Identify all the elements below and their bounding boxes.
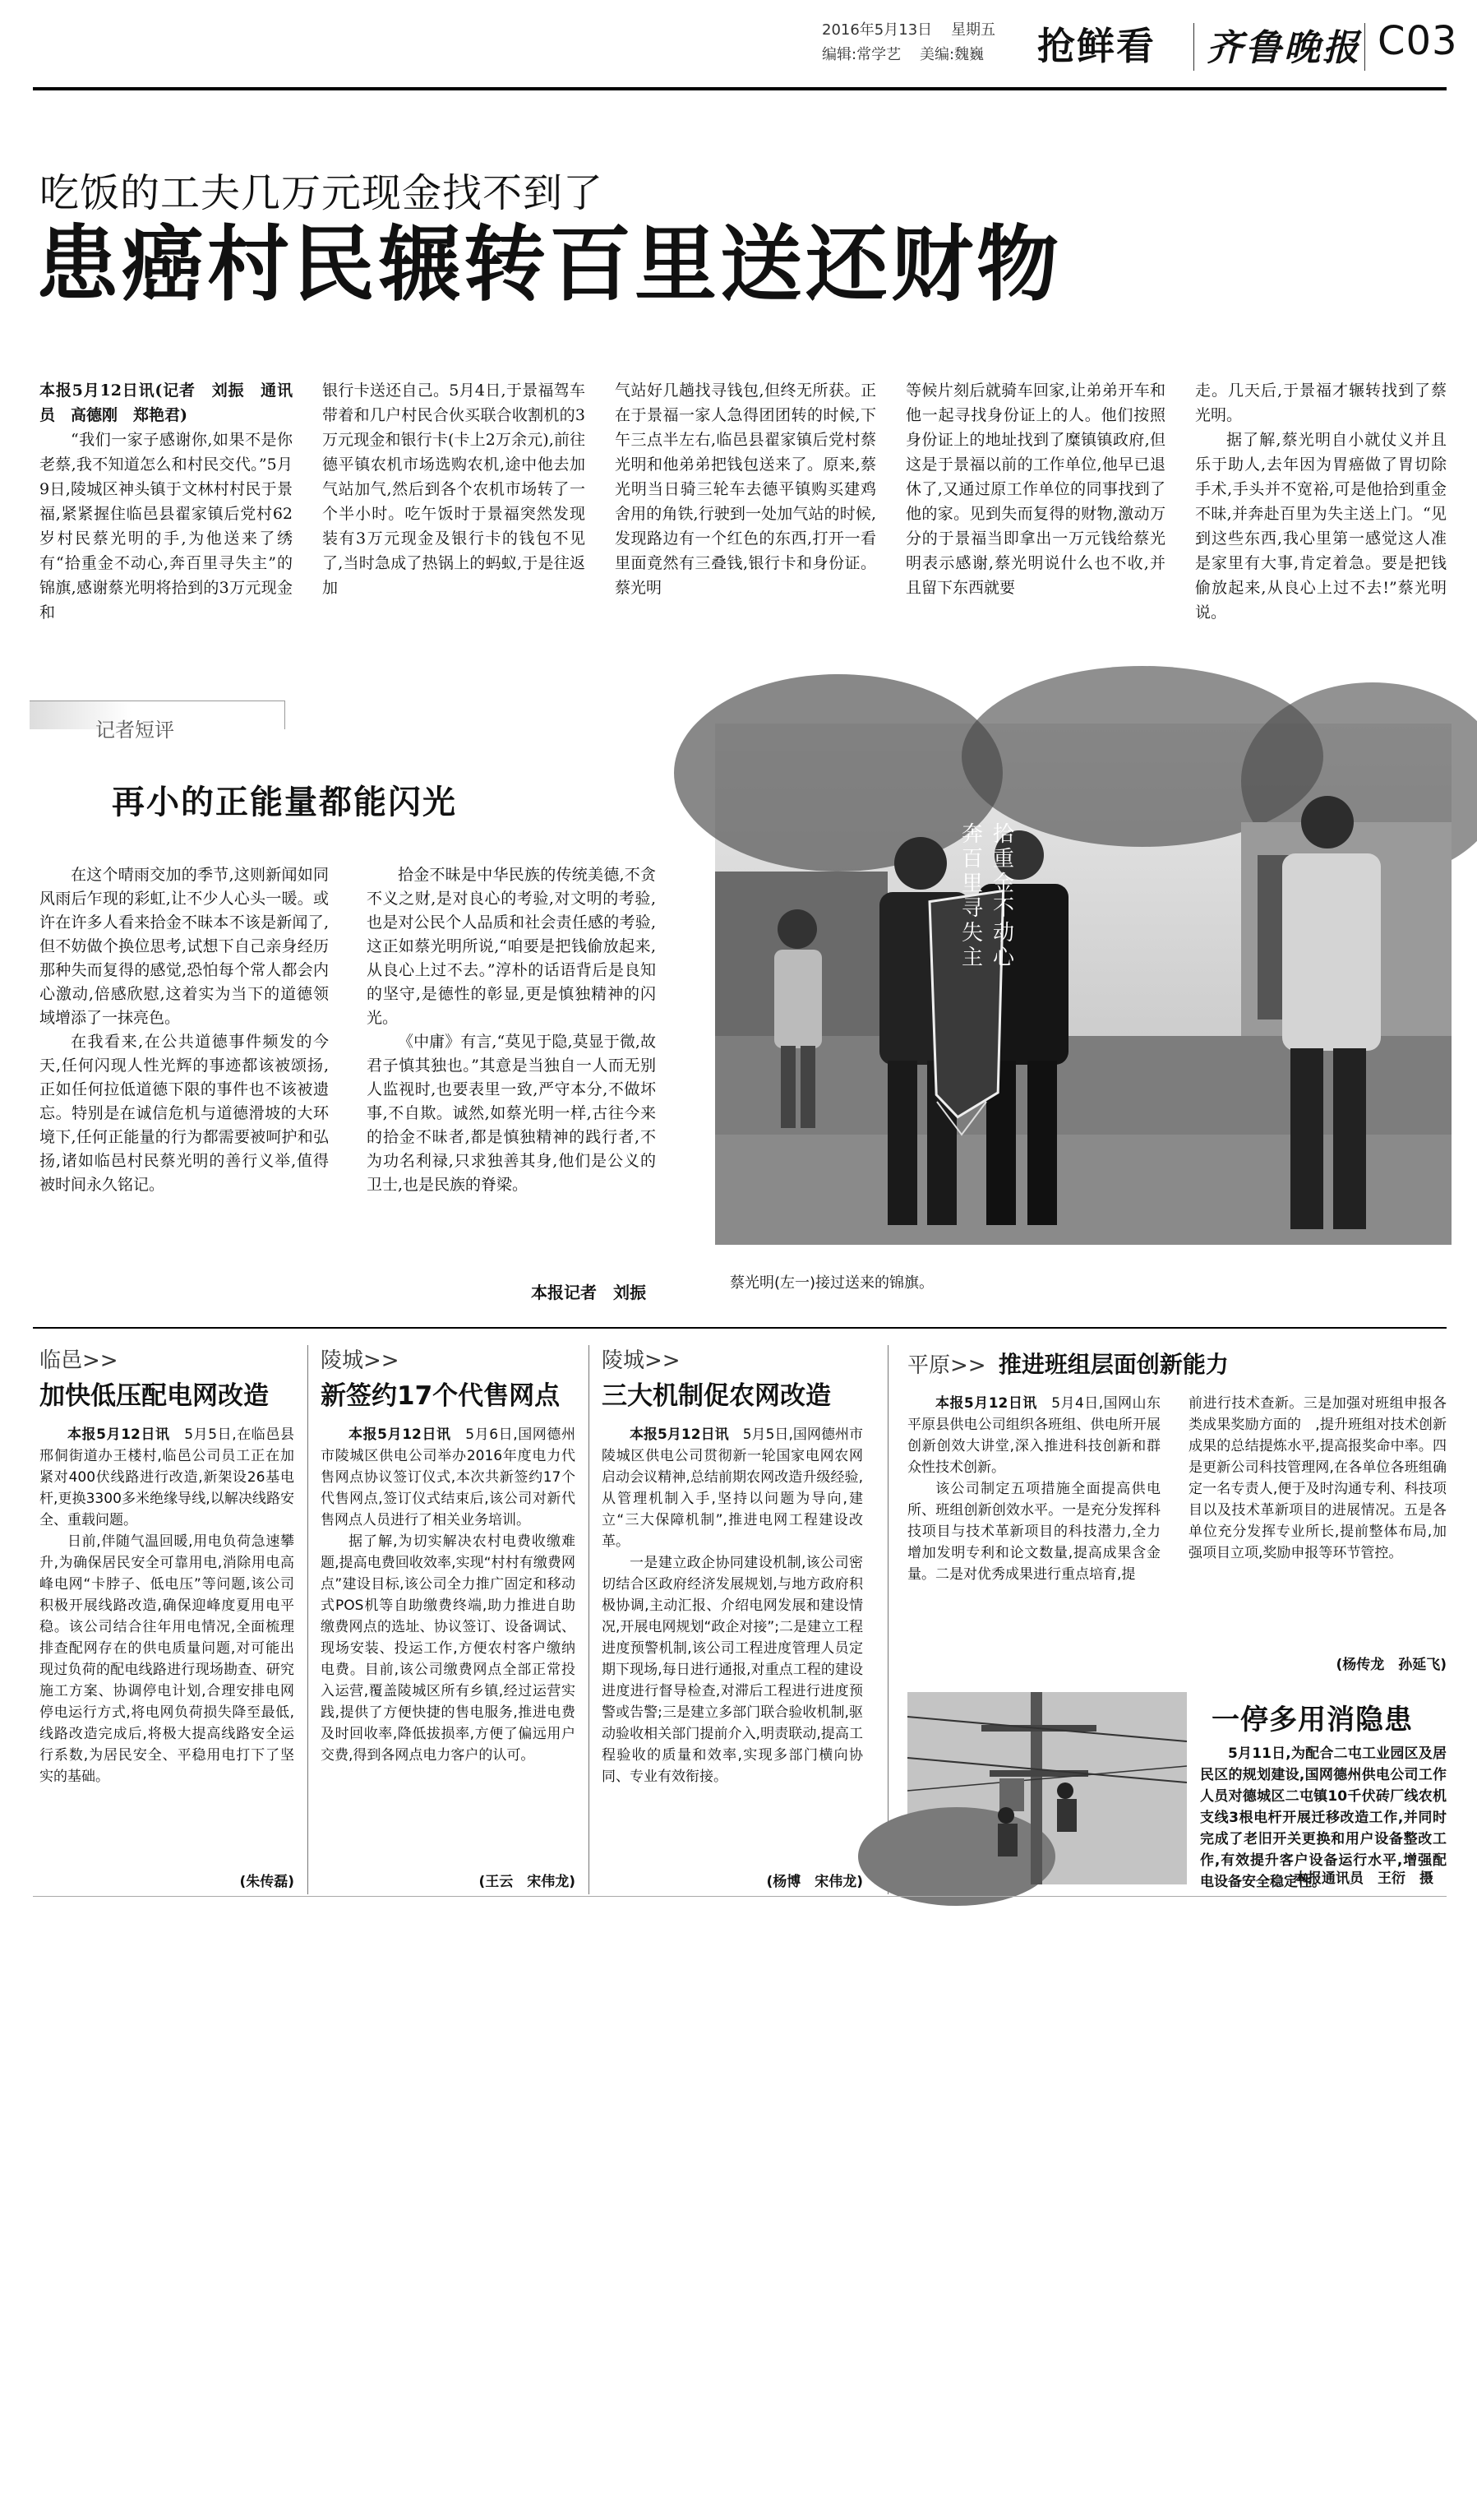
- brief-2-text: 5月6日,国网德州市陵城区供电公司举办2016年度电力代售网点协议签订仪式,本次共新签约17个代售网点,签订仪式结束后,该公司对新代售网点人员进行了相关业务培训。: [321, 1426, 575, 1528]
- brief-3-text: 5月5日,国网德州市陵城区供电公司贯彻新一轮国家电网农网启动会议精神,总结前期农网改造升级经验,从管理机制入手,坚持以问题为导向,建立“三大保障机制”,推进电网工程建设改革。: [602, 1426, 863, 1550]
- brief-2-author: (王云 宋伟龙): [478, 1874, 575, 1890]
- commentary-col-2-p1: 拾金不昧是中华民族的传统美德,不贪不义之财,是对良心的考验,对文明的考验,也是对公民个人品质和社会责任感的考验,这正如蔡光明所说,“咱要是把钱偷放起来,从良心上过不去。”淳朴的话语背后是良知的坚守,是德性的彰显,更是慎独精神的闪光。: [367, 866, 656, 1027]
- page-number: C03: [1378, 18, 1458, 64]
- brief-4-headline: 推进班组层面创新能力: [998, 1351, 1229, 1378]
- banner-line-2: 奔百里寻失主: [962, 822, 984, 970]
- brief-4-text-2: 该公司制定五项措施全面提高供电所、班组创新创效水平。一是充分发挥科技项目与技术革新项目的科技潜力,全力增加发明专利和论文数量,提高成果含金量。二是对优秀成果进行重点培育,提: [907, 1481, 1161, 1583]
- brief-2-headline: 新签约17个代售网点: [321, 1381, 561, 1411]
- brief-3-text-2: 一是建立政企协同建设机制,该公司密切结合区政府经济发展规划,与地方政府积极协调,主动汇报、介绍电网发展和建设情况,开展电网规划“政企对接”;二是建立工程进度预警机制,该公司工程进度管理人员定期下现场,每日进行通报,对重点工程的建设进度进行督导检查,对滞后工程进行进度预警或告警;三是建立多部门联合验收机制,驱动验收相关部门提前介入,明责联动,提高工程验收的质量和效率,实现多部门横向协同、专业有效衔接。: [602, 1555, 863, 1785]
- main-col-2: [322, 378, 585, 650]
- brief-4-col-2: [1189, 1393, 1447, 1649]
- designer: 美编:魏巍: [919, 46, 985, 63]
- brief-3-lead: 本报5月12日讯: [630, 1426, 729, 1443]
- main-col-4-text: 等候片刻后就骑车回家,让弟弟开车和他一起寻找身份证上的人。他们按照身份证上的地址找到了糜镇镇政府,但这是于景福以前的工作单位,他早已退休了,又通过原工作单位的同事找到了他的家。见到失而复得的财物,激动万分的于景福当即拿出一万元钱给蔡光明表示感谢,蔡光明说什么也不收,并且留下东西就要: [906, 381, 1165, 597]
- main-headline: 患癌村民辗转百里送还财物: [36, 216, 1062, 312]
- paper-logo: 齐鲁晚报: [1207, 27, 1361, 69]
- photo-brief-credit: 本报通讯员 王衍 摄: [1294, 1870, 1433, 1887]
- brief-4-lead: 本报5月12日讯: [935, 1395, 1037, 1412]
- section-title: 抢鲜看: [1037, 24, 1156, 68]
- banner-line-1: 拾重金不动心: [993, 822, 1015, 970]
- main-col-3: [615, 378, 876, 650]
- brief-1-body: [39, 1424, 294, 1858]
- section-rule: [33, 1327, 1447, 1329]
- main-col-4: [906, 378, 1165, 650]
- brief-divider-2: [588, 1345, 589, 1894]
- main-col-5a-text: 走。几天后,于景福才辗转找到了蔡光明。: [1195, 381, 1447, 424]
- brief-3-headline: 三大机制促农网改造: [602, 1381, 831, 1411]
- commentary-col-1-p1: 在这个晴雨交加的季节,这则新闻如同风雨后乍现的彩虹,让不少人心头一暖。或许在许多人看来拾金不昧本不该是新闻了,但不妨做个换位思考,试想下自己亲身经历那种失而复得的感觉,恐怕每个常人都会内心激动,倍感欣慰,这着实为当下的道德领域增添了一抹亮色。: [39, 866, 329, 1027]
- brief-divider-1: [307, 1345, 308, 1894]
- brief-4-text: 5月4日,国网山东平原县供电公司组织各班组、供电所开展创新创效大讲堂,深入推进科技创新和群众性技术创新。: [907, 1395, 1161, 1476]
- brief-3-location: 陵城>>: [602, 1348, 681, 1373]
- masthead-rule: [33, 87, 1447, 90]
- brief-2-lead: 本报5月12日讯: [348, 1426, 451, 1443]
- photo-brief-headline: 一停多用消隐患: [1212, 1704, 1413, 1736]
- main-col-3-text: 气站好几趟找寻钱包,但终无所获。正在于景福一家人急得团团转的时候,下午三点半左右,临邑县翟家镇后党村蔡光明和他弟弟把钱包送来了。原来,蔡光明当日骑三轮车去德平镇购买建鸡舍用的角铁,行驶到一处加气站的时候,发现路边有一个红色的东西,打开一看里面竟然有三叠钱,银行卡和身份证。蔡光明: [615, 381, 876, 597]
- commentary-col-1: [39, 863, 329, 1324]
- brief-1-headline: 加快低压配电网改造: [39, 1381, 269, 1411]
- brief-divider-3: [888, 1345, 889, 1894]
- commentary-col-2-p2: 《中庸》有言,“莫见于隐,莫显于微,故君子慎其独也。”其意是当独自一人而无别人监视时,也要表里一致,严守本分,不做坏事,不自欺。诚然,如蔡光明一样,古往今来的拾金不昧者,都是慎独精神的践行者,不为功名利禄,只求独善其身,他们是公义的卫士,也是民族的脊梁。: [367, 1033, 656, 1194]
- commentary-tag: 记者短评: [95, 719, 174, 742]
- brief-1-author: (朱传磊): [239, 1874, 294, 1890]
- brief-1-text-2: 日前,伴随气温回暖,用电负荷急速攀升,为确保居民安全可靠用电,消除用电高峰电网“卡脖子、低电压”等问题,该公司积极开展线路改造,确保迎峰度夏用电平稳。该公司结合往年用电情况,全面梳理排查配网存在的供电质量问题,对可能出现过负荷的配电线路进行现场勘查、研究施工方案、协调停电计划,合理安排电网停电运行方式,将电网负荷损失降至最低,线路改造完成后,将极大提高线路安全运行系数,为居民安全、平稳用电打下了坚实的基础。: [39, 1533, 294, 1785]
- main-col-1: [39, 378, 293, 650]
- date: 2016年5月13日: [822, 21, 933, 39]
- commentary-col-1-p2: 在我看来,在公共道德事件频发的今天,任何闪现人性光辉的事迹都该被颂扬,正如任何拉低道德下限的事件也不该被遗忘。特别是在诚信危机与道德滑坡的大环境下,任何正能量的行为都需要被呵护和弘扬,诸如临邑村民蔡光明的善行义举,值得被时间永久铭记。: [39, 1033, 329, 1194]
- main-col-5b-text: 据了解,蔡光明自小就仗义并且乐于助人,去年因为胃癌做了胃切除手术,手头并不宽裕,可是他拾到重金不昧,并奔赴百里为失主送上门。“见到这些东西,我心里第一感觉这人准是家里有大事,肯定着急。要是把钱偷放起来,从良心上过不去!”蔡光明说。: [1195, 431, 1447, 622]
- brief-4-header: [907, 1347, 1229, 1380]
- brief-4-author: (杨传龙 孙延飞): [1336, 1657, 1447, 1673]
- brief-1-lead: 本报5月12日讯: [67, 1426, 170, 1443]
- main-col-2-text: 银行卡送还自己。5月4日,于景福驾车带着和几户村民合伙买联合收割机的3万元现金和银行卡(卡上2万余元),前往德平镇农机市场选购农机,途中他去加气站加气,然后到各个农机市场转了一个半小时。吃午饭时于景福突然发现装有3万元现金及银行卡的钱包不见了,当时急成了热锅上的蚂蚁,于是往返加: [322, 381, 585, 597]
- main-photo: [715, 724, 1452, 1245]
- commentary-signature: 本报记者 刘振: [531, 1283, 646, 1302]
- editor: 编辑:常学艺: [822, 46, 902, 63]
- main-byline: 本报5月12日讯(记者 刘振 通讯员 高德刚 郑艳君): [39, 381, 293, 424]
- brief-2-text-2: 据了解,为切实解决农村电费收缴难题,提高电费回收效率,实现“村村有缴费网点”建设目标,该公司全力推广固定和移动式POS机等自助缴费终端,助力推进自助缴费网点的选址、协议签订、设备调试、现场安装、投运工作,方便农村客户缴纳电费。目前,该公司缴费网点全部正常投入运营,覆盖陵城区所有乡镇,经过运营实践,提供了方便快捷的售电服务,推进电费及时回收率,降低拔损率,方便了偏远用户交费,得到各网点电力客户的认可。: [321, 1533, 575, 1764]
- brief-3-body: [602, 1424, 863, 1858]
- brief-3-author: (杨博 宋伟龙): [766, 1874, 863, 1890]
- photo-brief-text: 5月11日,为配合二屯工业园区及居民区的规划建设,国网德州供电公司工作人员对德城区二屯镇10千伏砖厂线农机支线3根电杆开展迁移改造工作,并同时完成了老旧开关更换和用户设备整改工作,有效提升客户设备运行水平,增强配电设备安全稳定性。: [1200, 1746, 1447, 1890]
- bottom-rule: [33, 1896, 1447, 1897]
- brief-4-location: 平原>>: [907, 1353, 986, 1378]
- brief-4-col-1: [907, 1393, 1161, 1671]
- brief-2-body: [321, 1424, 575, 1858]
- photo-caption: 蔡光明(左一)接过送来的锦旗。: [730, 1274, 935, 1292]
- main-kicker: 吃饭的工夫几万元现金找不到了: [39, 170, 604, 216]
- masthead-divider: [1193, 23, 1194, 71]
- main-col-5: [1195, 378, 1447, 650]
- commentary-headline: 再小的正能量都能闪光: [112, 784, 457, 821]
- brief-2-location: 陵城>>: [321, 1348, 399, 1373]
- brief-1-location: 临邑>>: [39, 1348, 118, 1373]
- main-col-1-text: “我们一家子感谢你,如果不是你老蔡,我不知道怎么和村民交代。”5月9日,陵城区神头镇于文林村村民于景福,紧紧握住临邑县翟家镇后党村62岁村民蔡光明的手,为他送来了绣有“拾重金不动心,奔百里寻失主”的锦旗,感谢蔡光明将拾到的3万元现金和: [39, 431, 293, 622]
- header-date: [822, 18, 995, 39]
- main-photo-svg: [715, 724, 1452, 1245]
- brief-1-text: 5月5日,在临邑县邢侗街道办王楼村,临邑公司员工正在加紧对400伏线路进行改造,新架设26基电杆,更换3300多米绝缘导线,以解决线路安全、重载问题。: [39, 1426, 294, 1528]
- photo-brief-image: [907, 1692, 1187, 1884]
- weekday: 星期五: [951, 21, 996, 39]
- photo-brief-svg: [907, 1692, 1187, 1884]
- masthead-divider-2: [1364, 23, 1365, 71]
- header-editors: [822, 43, 984, 64]
- commentary-col-2: [367, 863, 656, 1320]
- brief-4-text-3: 前进行技术查新。三是加强对班组申报各类成果奖励方面的 ,提升班组对技术创新成果的总结提炼水平,提高报奖命中率。四是更新公司科技管理网,在各单位各班组确定一名专责人,便于及时沟通专利、科技项目以及技术革新项目的进展情况。五是各单位充分发挥专业所长,提前整体布局,加强项目立项,奖励申报等环节管控。: [1189, 1395, 1447, 1561]
